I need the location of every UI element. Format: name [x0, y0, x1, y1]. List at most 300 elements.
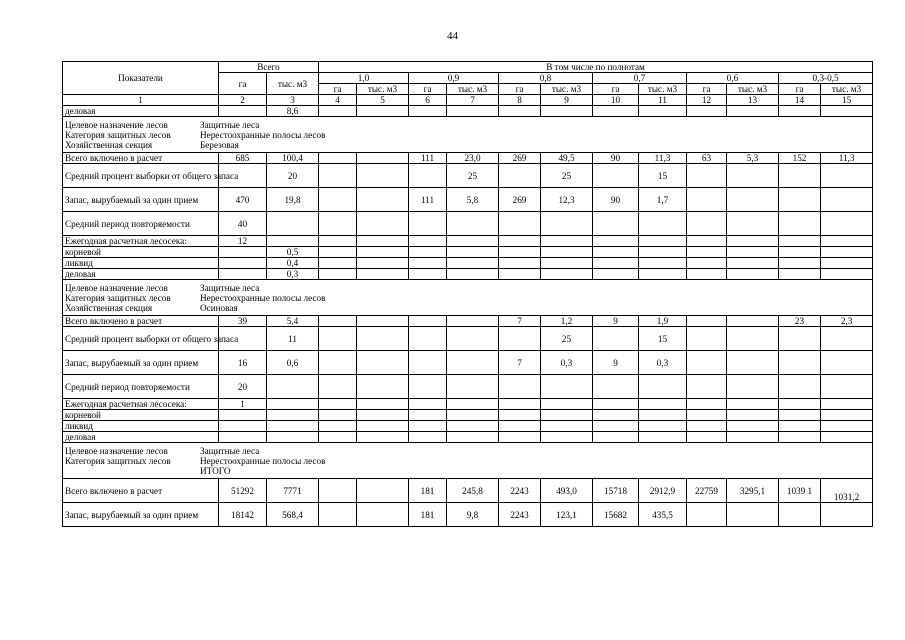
section-row: [63, 117, 873, 153]
table-cell: [409, 432, 447, 443]
table-cell: 2243: [499, 503, 541, 527]
table-cell: [779, 106, 821, 117]
table-row: [63, 399, 873, 410]
table-cell: [779, 212, 821, 236]
table-cell: 111: [409, 188, 447, 212]
row-label: Средний процент выборки от общего запаса: [63, 327, 219, 351]
table-cell: [639, 106, 687, 117]
column-number: 7: [447, 95, 499, 106]
table-cell: [357, 421, 409, 432]
table-cell: [687, 421, 727, 432]
table-row: [63, 432, 873, 443]
table-cell: [593, 410, 639, 421]
table-cell: [541, 269, 593, 280]
section-line: [65, 283, 870, 293]
table-body: [63, 106, 873, 527]
table-cell: [541, 106, 593, 117]
table-cell: 16: [219, 351, 267, 375]
header-total-ha: га: [219, 73, 267, 95]
table-cell: [779, 188, 821, 212]
table-cell: [541, 212, 593, 236]
table-cell: [779, 258, 821, 269]
table-cell: [499, 269, 541, 280]
table-cell: [779, 410, 821, 421]
table-cell: [447, 269, 499, 280]
header-unit-ha: га: [779, 84, 821, 95]
table-cell: [447, 351, 499, 375]
table-cell: [687, 247, 727, 258]
table-cell: [779, 375, 821, 399]
row-label: Запас, вырубаемый за один прием: [63, 503, 219, 527]
column-number: 8: [499, 95, 541, 106]
table-cell: [639, 258, 687, 269]
table-cell: 25: [541, 164, 593, 188]
table-cell: 25: [447, 164, 499, 188]
table-cell: 49,5: [541, 153, 593, 164]
table-cell: [357, 399, 409, 410]
table-row: [63, 503, 873, 527]
row-label: корневой: [63, 410, 219, 421]
table-cell: 100,4: [267, 153, 319, 164]
table-cell: [593, 421, 639, 432]
table-row: [63, 153, 873, 164]
table-cell: 11: [267, 327, 319, 351]
row-label: Запас, вырубаемый за один прием: [63, 188, 219, 212]
table-cell: [447, 432, 499, 443]
table-cell: [357, 410, 409, 421]
table-cell: [541, 432, 593, 443]
table-cell: [727, 375, 779, 399]
table-cell: 435,5: [639, 503, 687, 527]
table-cell: [319, 164, 357, 188]
section-line: [65, 120, 870, 130]
header-unit-volume: тыс. м3: [447, 84, 499, 95]
column-number: 4: [319, 95, 357, 106]
section-key: Целевое назначение лесов: [65, 445, 168, 456]
table-cell: [727, 399, 779, 410]
table-cell: [541, 375, 593, 399]
header-unit-ha: га: [319, 84, 357, 95]
table-cell: [779, 432, 821, 443]
table-cell: [727, 106, 779, 117]
table-cell: [319, 327, 357, 351]
table-cell: [727, 421, 779, 432]
table-cell: [821, 106, 873, 117]
section-value: Березовая: [200, 139, 239, 150]
table-cell: [593, 258, 639, 269]
table-cell: [593, 247, 639, 258]
table-cell: [319, 247, 357, 258]
table-cell: [319, 432, 357, 443]
row-label: Ежегодная расчетная лесосека:: [63, 399, 219, 410]
table-cell: [821, 247, 873, 258]
table-cell: [727, 327, 779, 351]
table-cell: 0,6: [267, 351, 319, 375]
table-row: [63, 479, 873, 503]
table-cell: [727, 432, 779, 443]
table-row: [63, 421, 873, 432]
row-label: ликвид: [63, 258, 219, 269]
table-cell: [409, 258, 447, 269]
table-cell: 23,0: [447, 153, 499, 164]
table-cell: [687, 316, 727, 327]
header-unit-volume: тыс. м3: [727, 84, 779, 95]
table-cell: [821, 399, 873, 410]
table-cell: [267, 236, 319, 247]
table-cell: [779, 164, 821, 188]
table-cell: [541, 410, 593, 421]
table-cell: [639, 212, 687, 236]
table-cell: [821, 351, 873, 375]
table-cell: [409, 236, 447, 247]
header-unit-ha: га: [687, 84, 727, 95]
table-cell: [447, 236, 499, 247]
table-cell: [821, 432, 873, 443]
table-cell: 1,7: [639, 188, 687, 212]
table-cell: 12: [219, 236, 267, 247]
table-cell: [357, 479, 409, 503]
section-row: [63, 280, 873, 316]
table-cell: 0,3: [267, 269, 319, 280]
table-cell: [639, 269, 687, 280]
table-cell: [727, 164, 779, 188]
table-cell: [541, 247, 593, 258]
table-cell: 152: [779, 153, 821, 164]
table-cell: [499, 164, 541, 188]
table-cell: [409, 212, 447, 236]
table-cell: [727, 258, 779, 269]
section-description: [63, 443, 873, 479]
table-cell: 1,9: [639, 316, 687, 327]
table-cell: 269: [499, 188, 541, 212]
table-cell: [447, 375, 499, 399]
table-cell: 269: [499, 153, 541, 164]
table-cell: [639, 375, 687, 399]
table-cell: 5,8: [447, 188, 499, 212]
table-cell: [687, 399, 727, 410]
table-cell: 7771: [267, 479, 319, 503]
section-line: [65, 140, 870, 150]
table-cell: [639, 421, 687, 432]
table-cell: [447, 327, 499, 351]
row-label: Средний период повторяемости: [63, 375, 219, 399]
page-number: 44: [447, 30, 458, 42]
column-number: 12: [687, 95, 727, 106]
table-cell: 15: [639, 327, 687, 351]
table-cell: [639, 432, 687, 443]
table-cell: [499, 432, 541, 443]
table-cell: [687, 258, 727, 269]
table-cell: [499, 106, 541, 117]
table-cell: [593, 212, 639, 236]
row-label: ликвид: [63, 421, 219, 432]
table-cell: [409, 269, 447, 280]
table-cell: [409, 410, 447, 421]
table-cell: 18142: [219, 503, 267, 527]
table-cell: [499, 247, 541, 258]
row-label: Запас, вырубаемый за один прием: [63, 351, 219, 375]
section-key: Хозяйственная секция: [65, 302, 153, 313]
table-cell: [319, 399, 357, 410]
table-cell: 90: [593, 188, 639, 212]
table-cell: [821, 327, 873, 351]
table-cell: [687, 432, 727, 443]
table-cell: [447, 106, 499, 117]
table-cell: [593, 375, 639, 399]
table-cell: 0,4: [267, 258, 319, 269]
table-cell: [821, 421, 873, 432]
header-unit-ha: га: [499, 84, 541, 95]
row-label: Средний процент выборки от общего запаса: [63, 164, 219, 188]
table-cell: [821, 410, 873, 421]
table-cell: [821, 188, 873, 212]
table-cell: [727, 316, 779, 327]
table-cell: [447, 212, 499, 236]
table-cell: [319, 212, 357, 236]
section-description: [63, 280, 873, 316]
table-cell: 123,1: [541, 503, 593, 527]
table-cell: [357, 258, 409, 269]
table-cell: 15682: [593, 503, 639, 527]
table-cell: [267, 432, 319, 443]
table-cell: 0,5: [267, 247, 319, 258]
table-cell: [779, 503, 821, 527]
table-cell: 568,4: [267, 503, 319, 527]
table-cell: [821, 236, 873, 247]
table-cell: 7: [499, 351, 541, 375]
table-cell: 11,3: [821, 153, 873, 164]
table-cell: 1: [219, 399, 267, 410]
table-cell: [409, 375, 447, 399]
table-cell: [319, 258, 357, 269]
column-number: 2: [219, 95, 267, 106]
table-cell: [219, 410, 267, 421]
table-cell: [319, 503, 357, 527]
table-cell: 8,6: [267, 106, 319, 117]
table-cell: [409, 106, 447, 117]
table-cell: 15718: [593, 479, 639, 503]
row-label: Ежегодная расчетная лесосека:: [63, 236, 219, 247]
section-value: Осиновая: [200, 302, 238, 313]
section-key: Категория защитных лесов: [65, 455, 171, 466]
section-key: [65, 466, 200, 476]
table-row: [63, 258, 873, 269]
header-unit-volume: тыс. м3: [357, 84, 409, 95]
header-density: 1,0: [319, 73, 409, 84]
table-cell: 2,3: [821, 316, 873, 327]
table-cell: 9,8: [447, 503, 499, 527]
table-row: [63, 316, 873, 327]
row-label: Средний период повторяемости: [63, 212, 219, 236]
table-cell: [499, 399, 541, 410]
table-cell: [727, 188, 779, 212]
table-cell: [447, 316, 499, 327]
table-cell: [593, 327, 639, 351]
table-row: [63, 247, 873, 258]
header-density: 0,9: [409, 73, 499, 84]
table-cell: [727, 410, 779, 421]
table-cell: 19,8: [267, 188, 319, 212]
table-cell: [779, 269, 821, 280]
table-cell: 493,0: [541, 479, 593, 503]
table-cell: [779, 236, 821, 247]
table-cell: 2912,9: [639, 479, 687, 503]
table-row: [63, 375, 873, 399]
section-value: Нерестоохранные полосы лесов: [200, 292, 326, 303]
table-cell: [447, 421, 499, 432]
section-value: ИТОГО: [200, 465, 231, 476]
header-indicators: Показатели: [63, 62, 219, 95]
table-cell: 3295,1: [727, 479, 779, 503]
header-total: Всего: [219, 62, 319, 73]
table-cell: [821, 375, 873, 399]
table-cell: [593, 106, 639, 117]
table-cell: [499, 327, 541, 351]
table-cell: [219, 421, 267, 432]
table-cell: [779, 351, 821, 375]
table-cell: 39: [219, 316, 267, 327]
table-row: [63, 164, 873, 188]
table-cell: 51292: [219, 479, 267, 503]
table-cell: [219, 106, 267, 117]
cutting-area-table: [62, 61, 873, 527]
table-cell: [357, 153, 409, 164]
section-value: Защитные леса: [200, 282, 260, 293]
table-cell: 25: [541, 327, 593, 351]
table-cell: [821, 503, 873, 527]
table-cell: 181: [409, 503, 447, 527]
table-cell: [821, 258, 873, 269]
table-row: [63, 269, 873, 280]
table-cell: [687, 106, 727, 117]
table-cell: 12,3: [541, 188, 593, 212]
table-cell: [219, 258, 267, 269]
table-cell: 9: [593, 351, 639, 375]
table-cell: [219, 269, 267, 280]
section-line: [65, 446, 870, 456]
table-cell: [639, 247, 687, 258]
section-key: Хозяйственная секция: [65, 139, 153, 150]
header-including-by-density: В том числе по полнотам: [319, 62, 873, 73]
column-number: 9: [541, 95, 593, 106]
header-unit-volume: тыс. м3: [821, 84, 873, 95]
row-label: Всего включено в расчет: [63, 153, 219, 164]
table-cell: [541, 236, 593, 247]
table-cell: [687, 188, 727, 212]
table-cell: 1039 1: [779, 479, 821, 503]
header-unit-volume: тыс. м3: [541, 84, 593, 95]
table-cell: [357, 375, 409, 399]
table-cell: 0,3: [639, 351, 687, 375]
column-number: 15: [821, 95, 873, 106]
table-cell: [447, 410, 499, 421]
table-cell: 20: [267, 164, 319, 188]
table-cell: [499, 212, 541, 236]
row-label: деловая: [63, 269, 219, 280]
table-cell: [821, 269, 873, 280]
table-cell: [593, 432, 639, 443]
table-row: [63, 327, 873, 351]
table-cell: [267, 410, 319, 421]
table-cell: 63: [687, 153, 727, 164]
table-cell: [499, 410, 541, 421]
section-key: Категория защитных лесов: [65, 129, 171, 140]
table-cell: [319, 188, 357, 212]
header-unit-ha: га: [593, 84, 639, 95]
section-row: [63, 443, 873, 479]
table-cell: [779, 327, 821, 351]
table-header: [63, 62, 873, 106]
table-cell: 22759: [687, 479, 727, 503]
table-cell: [319, 236, 357, 247]
table-cell: [687, 351, 727, 375]
table-cell: 5,4: [267, 316, 319, 327]
header-column-numbers-row: [63, 95, 873, 106]
table-cell: [357, 432, 409, 443]
table-cell: 470: [219, 188, 267, 212]
table-cell: [727, 503, 779, 527]
table-cell: [687, 410, 727, 421]
table-cell: [267, 375, 319, 399]
table-cell: [267, 399, 319, 410]
column-number: 14: [779, 95, 821, 106]
table-cell: 90: [593, 153, 639, 164]
table-row: [63, 188, 873, 212]
table-cell: [409, 351, 447, 375]
table-cell: [357, 106, 409, 117]
section-line: [65, 456, 870, 466]
table-cell: [409, 247, 447, 258]
table-row: [63, 351, 873, 375]
table-cell: 20: [219, 375, 267, 399]
table-cell: [821, 212, 873, 236]
table-cell: [779, 421, 821, 432]
table-cell: [541, 421, 593, 432]
table-cell: 2243: [499, 479, 541, 503]
table-cell: 111: [409, 153, 447, 164]
table-cell: [409, 421, 447, 432]
table-cell: [319, 153, 357, 164]
table-cell: [727, 236, 779, 247]
table-cell: [357, 188, 409, 212]
table-cell: [593, 236, 639, 247]
column-number: 5: [357, 95, 409, 106]
column-number: 11: [639, 95, 687, 106]
table-cell: [357, 351, 409, 375]
section-description: [63, 117, 873, 153]
header-density: 0,3-0,5: [779, 73, 873, 84]
row-label: Всего включено в расчет: [63, 316, 219, 327]
table-cell: [357, 164, 409, 188]
table-cell: 5,3: [727, 153, 779, 164]
row-label: Всего включено в расчет: [63, 479, 219, 503]
table-cell: [541, 399, 593, 410]
table-cell: [639, 410, 687, 421]
table-cell: [687, 269, 727, 280]
table-cell: 685: [219, 153, 267, 164]
column-number: 3: [267, 95, 319, 106]
section-key: Категория защитных лесов: [65, 292, 171, 303]
section-key: Целевое назначение лесов: [65, 282, 168, 293]
table-cell: 40: [219, 212, 267, 236]
table-cell: [409, 399, 447, 410]
table-cell: [687, 212, 727, 236]
table-cell: [447, 258, 499, 269]
table-cell: [357, 316, 409, 327]
table-cell: [319, 479, 357, 503]
table-cell: [499, 375, 541, 399]
table-cell: [593, 164, 639, 188]
